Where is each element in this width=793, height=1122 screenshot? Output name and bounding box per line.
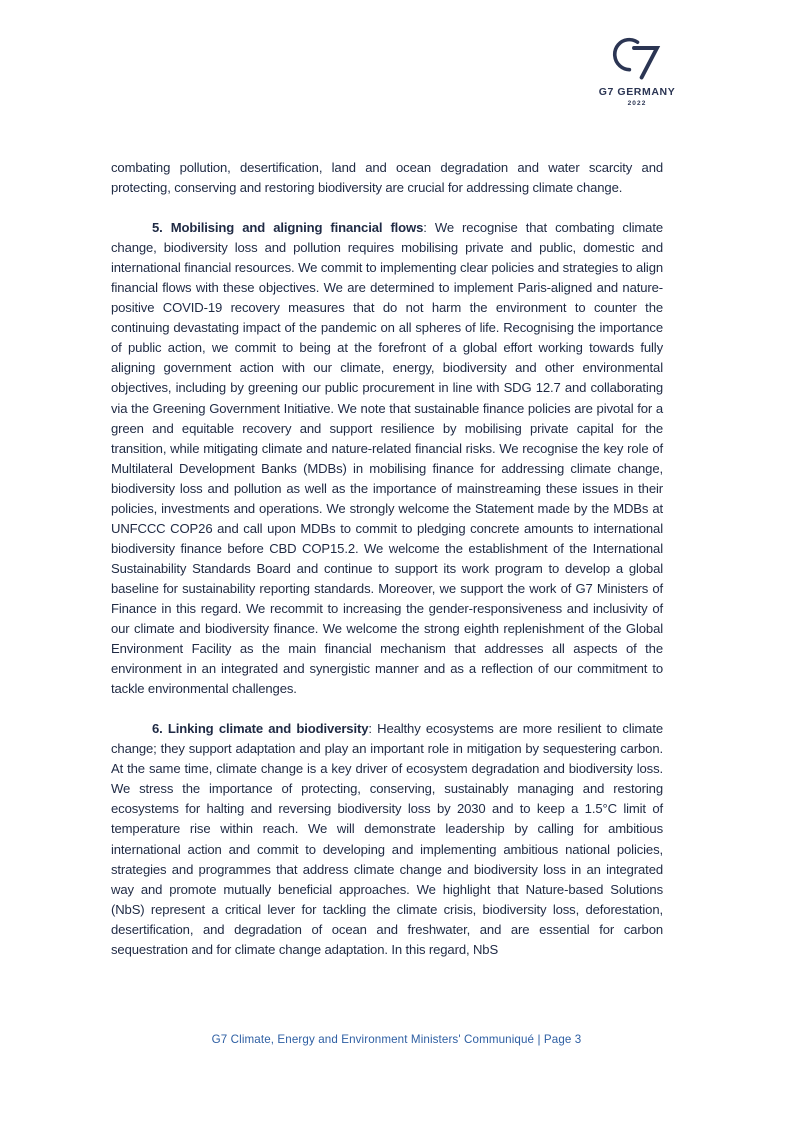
paragraph-5-text: : We recognise that combating climate change, biodiversity loss and pollution requires mobilising private and public, domestic and international financial resources. We commit to implementing clear policies and strategies to align financial flows with these objectives. We are determined to implement Paris-aligned and nature-positive COVID-19 recovery measures that do not harm the environment to counter the continuing devastating impact of the pandemic on all spheres of life. Recognising the importance of public action, we commit to being at the forefront of a global effort working towards fully aligning government action with our climate, energy, biodiversity and other environmental objectives, including by greening our public procurement in line with SDG 12.7 and collaborating via the Greening Government Initiative. We note that sustainable finance policies are pivotal for a green and equitable recovery and support resilience by mobilising private capital for the transition, while mitigating climate and nature-related financial risks. We recognise the key role of Multilateral Development Banks (MDBs) in mobilising finance for addressing climate change, biodiversity loss and pollution as well as the importance of mainstreaming these issues in their policies, investments and operations. We strongly welcome the Statement made by the MDBs at UNFCCC COP26 and call upon MDBs to commit to pledging concrete amounts to international biodiversity finance before CBD COP15.2. We welcome the establishment of the International Sustainability Standards Board and continue to support its work program to develop a global baseline for sustainability reporting standards. Moreover, we support the work of G7 Ministers of Finance in this regard. We recommit to increasing the gender-responsiveness and inclusivity of our climate and biodiversity finance. We welcome the strong eighth replenishment of the Global Environment Facility as the main financial mechanism that addresses all aspects of the environment in an integrated and synergistic manner and as a reflection of our commitment to tackle environmental challenges. <box>111 220 663 697</box>
logo-year-text: 2022 <box>627 99 647 107</box>
page-header <box>0 0 793 140</box>
document-body <box>111 158 663 960</box>
paragraph-6-heading: 6. Linking climate and biodiversity <box>152 721 369 737</box>
paragraph-6-text: : Healthy ecosystems are more resilient to climate change; they support adaptation and play an important role in mitigation by sequestering carbon. At the same time, climate change is a key driver of ecosystem degradation and biodiversity loss. We stress the importance of protecting, conserving, sustainably managing and restoring ecosystems for halting and reversing biodiversity loss by 2030 and to keep a 1.5°C limit of temperature rise within reach. We will demonstrate leadership by calling for ambitious international action and commit to developing and implementing ambitious national policies, strategies and programmes that address climate change and biodiversity loss in an integrated way and promote mutually beneficial approaches. We highlight that Nature-based Solutions (NbS) represent a critical lever for tackling the climate crisis, biodiversity loss, deforestation, desertification, and degradation of ocean and freshwater, and are essential for carbon sequestration and for climate change adaptation. In this regard, NbS <box>111 721 663 957</box>
paragraph-5 <box>111 218 663 699</box>
paragraph-text: combating pollution, desertification, land and ocean degradation and water scarcity and protecting, conserving and restoring biodiversity are crucial for addressing climate change. <box>111 160 663 196</box>
footer-text: G7 Climate, Energy and Environment Ministers' Communiqué | Page 3 <box>211 1033 582 1046</box>
paragraph-5-heading: 5. Mobilising and aligning financial flows <box>152 220 424 236</box>
paragraph-6 <box>111 719 663 960</box>
paragraph-continued <box>111 158 663 198</box>
g7-germany-logo <box>589 36 685 107</box>
logo-name-text: G7 GERMANY <box>598 86 676 98</box>
g7-logo-mark-icon <box>607 36 667 82</box>
page-footer <box>0 1030 793 1048</box>
